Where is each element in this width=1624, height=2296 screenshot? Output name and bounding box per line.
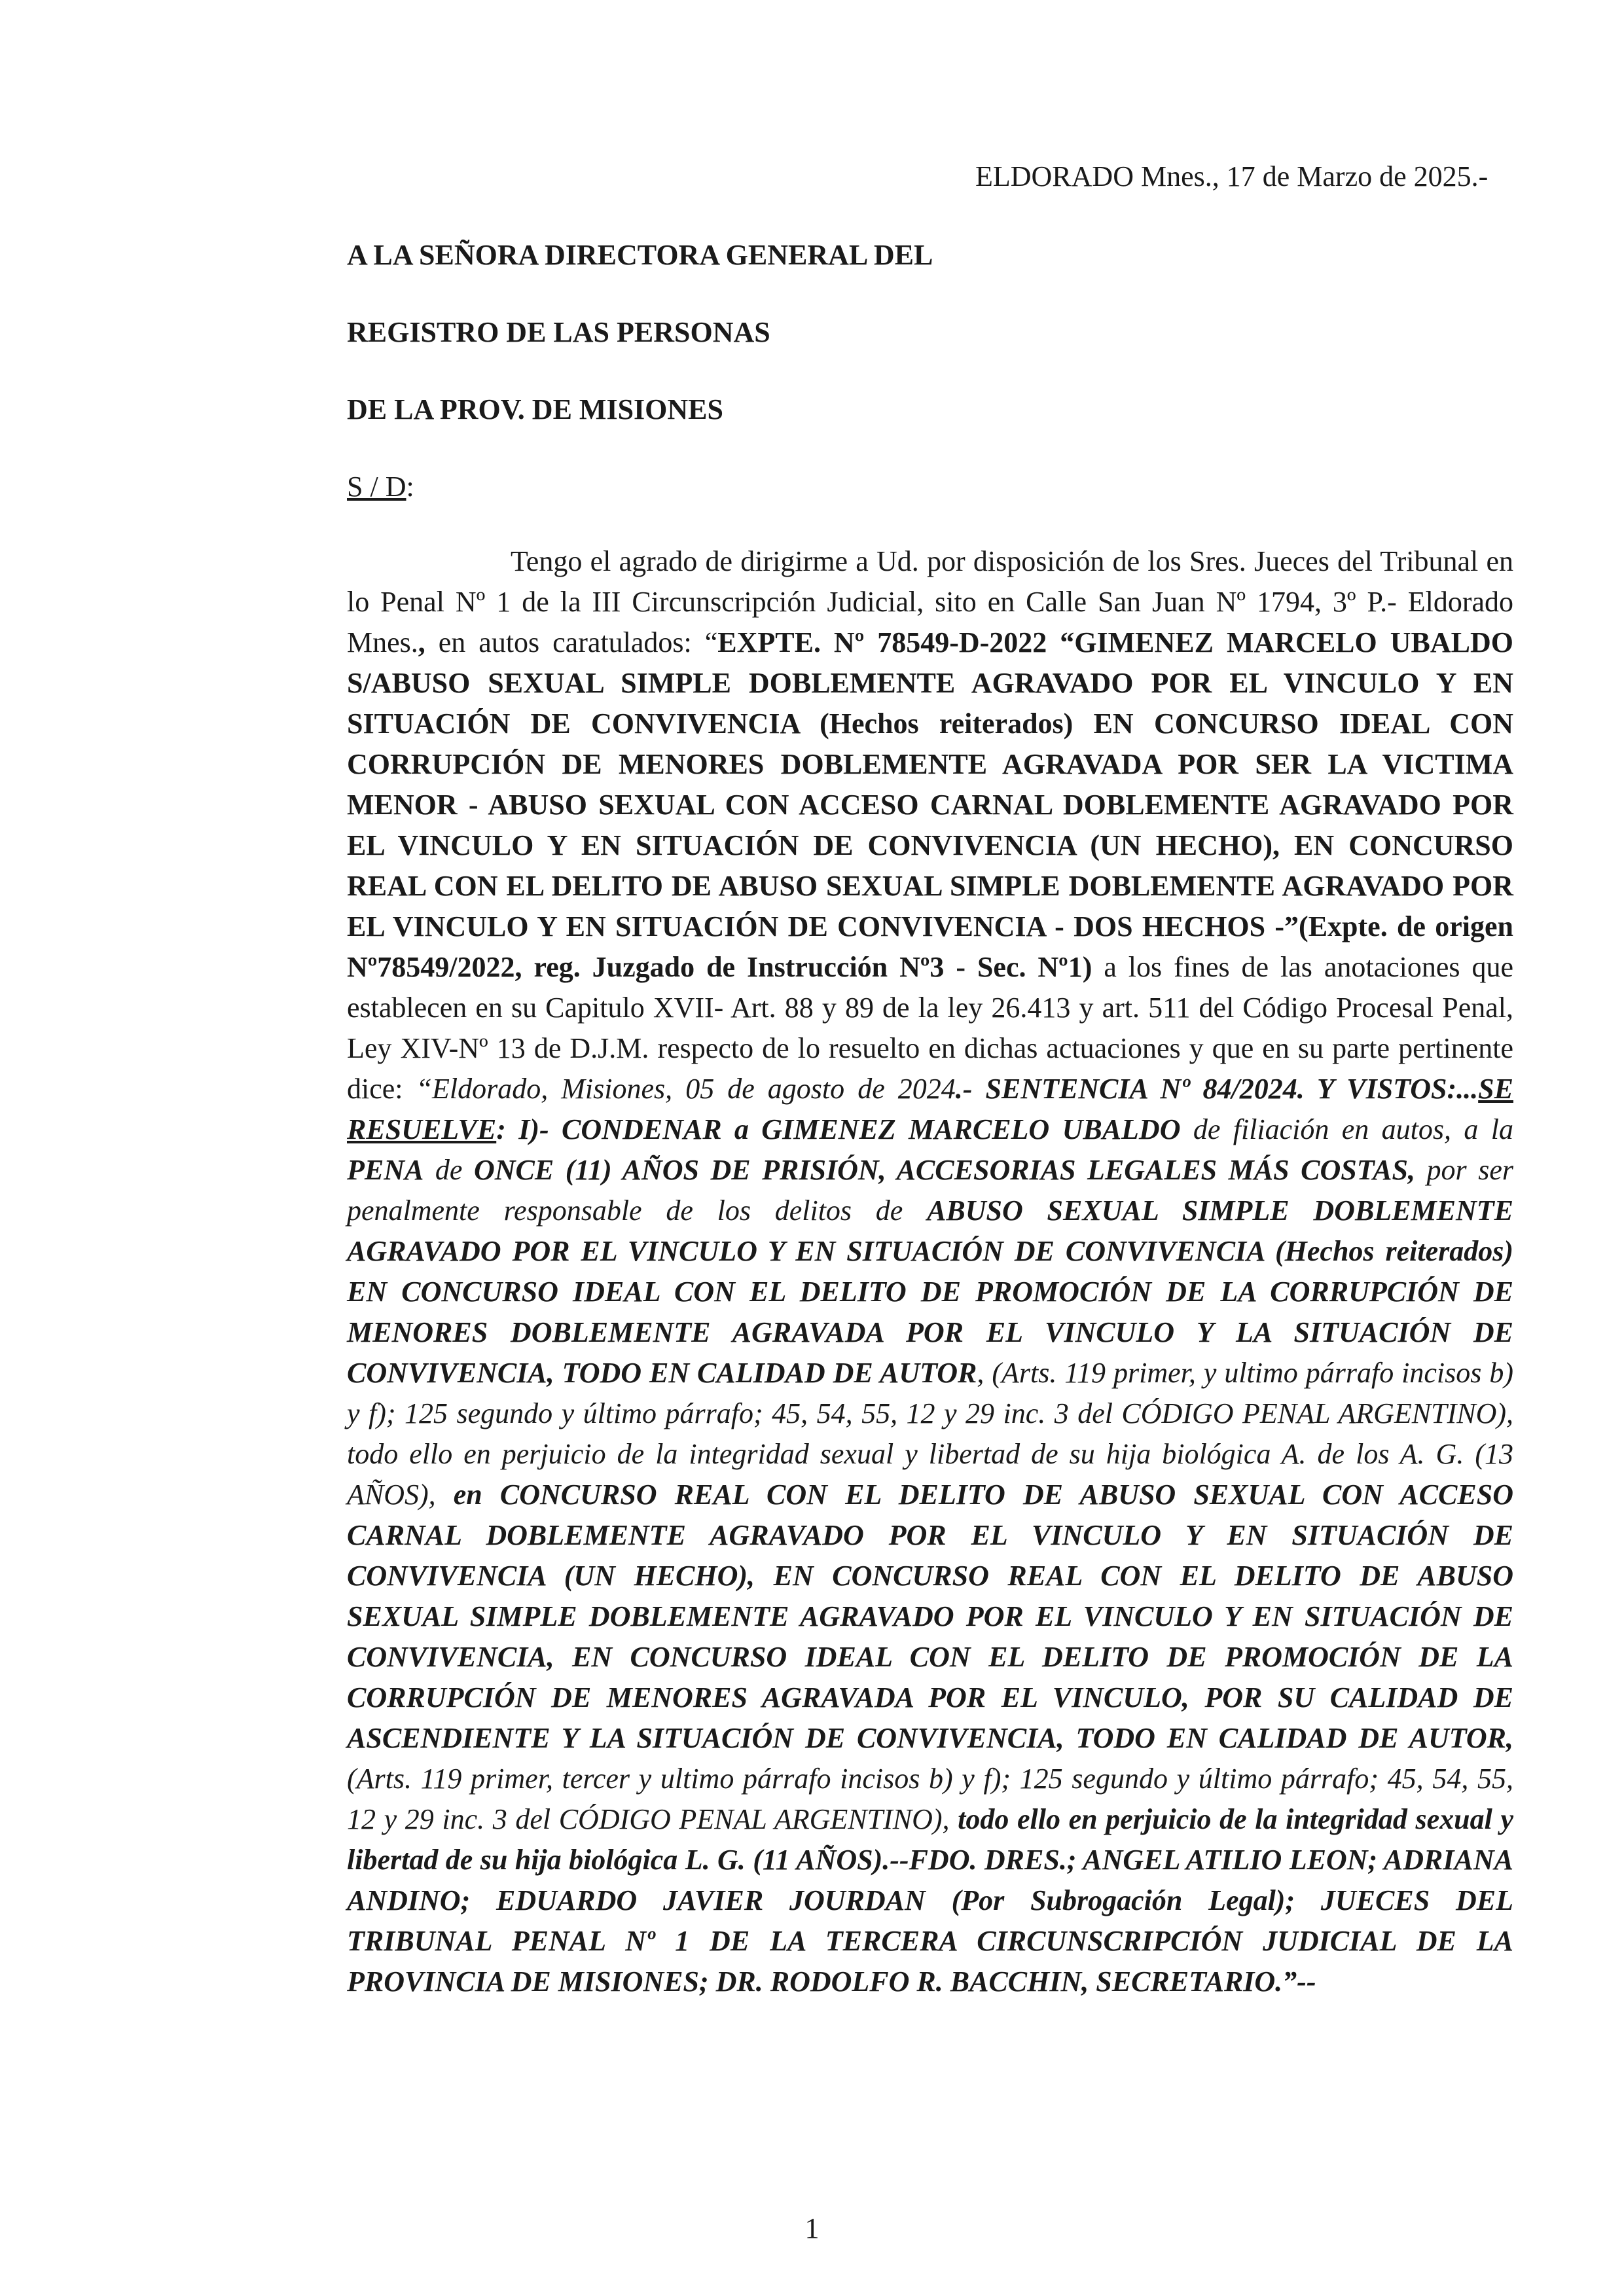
se-resuelve: SE RESUELVE: [347, 1073, 1513, 1145]
sentence-number: .- SENTENCIA Nº 84/2024. Y VISTOS:...: [955, 1073, 1479, 1105]
articulos-first: , (Arts. 119 primer, y ultimo párrafo incisos b) y f); 125 segundo y último párrafo; 45, 54, 55, 12 y 29 inc. 3 del CÓDIGO PENAL ARGENTINO), todo ello en perjuicio de la integridad sexual y libertad de su hija biológica A. de los A. G. (13 AÑOS),: [347, 1357, 1513, 1511]
addressee-line-3: DE LA PROV. DE MISIONES: [347, 393, 723, 425]
pena-duration: ONCE (11) AÑOS DE PRISIÓN, ACCESORIAS LEGALES MÁS COSTAS,: [474, 1154, 1415, 1186]
quote-place-date: “Eldorado, Misiones, 05 de agosto de 2024: [416, 1073, 956, 1105]
pena-de: de: [424, 1154, 474, 1186]
articulos-second: (Arts. 119 primer, tercer y ultimo párrafo incisos b) y f); 125 segundo y último párrafo; 45, 54, 55, 12 y 29 inc. 3 del CÓDIGO PENAL ARGENTINO),: [347, 1763, 1513, 1835]
page-number: 1: [804, 2212, 820, 2244]
salutation: [347, 467, 414, 507]
salutation-colon: :: [406, 471, 414, 503]
body-autos-label: en autos caratulados: “: [425, 626, 718, 658]
date-line: ELDORADO Mnes., 17 de Marzo de 2025.-: [975, 160, 1489, 192]
addressee-line-1: A LA SEÑORA DIRECTORA GENERAL DEL: [347, 239, 933, 271]
addressee-line-2: REGISTRO DE LAS PERSONAS: [347, 316, 770, 348]
letter-body: [347, 541, 1513, 2002]
case-caption: EXPTE. Nº 78549-D-2022 “GIMENEZ MARCELO UBALDO S/ABUSO SEXUAL SIMPLE DOBLEMENTE AGRAVADO POR EL VINCULO Y EN SITUACIÓN DE CONVIVENCIA (Hechos reiterados) EN CONCURSO IDEAL CON CORRUPCIÓN DE MENORES DOBLEMENTE AGRAVADA POR SER LA VICTIMA MENOR - ABUSO SEXUAL CON ACCESO CARNAL DOBLEMENTE AGRAVADO POR EL VINCULO Y EN SITUACIÓN DE CONVIVENCIA (UN HECHO), EN CONCURSO REAL CON EL DELITO DE ABUSO SEXUAL SIMPLE DOBLEMENTE AGRAVADO POR EL VINCULO Y EN SITUACIÓN DE CONVIVENCIA - DOS HECHOS -”(Expte. de origen Nº78549/2022, reg. Juzgado de Instrucción Nº3 - Sec. Nº1): [347, 626, 1513, 983]
responsable-text: por ser penalmente responsable de los delitos de: [347, 1154, 1513, 1227]
condena-heading: : I)- CONDENAR a GIMENEZ MARCELO UBALDO: [496, 1113, 1181, 1145]
salutation-label: S / D: [347, 471, 406, 503]
body-intro: Tengo el agrado de dirigirme a Ud. por disposición de los Sres. Jueces del Tribunal en lo Penal Nº 1 de la III Circunscripción Judicial, sito en Calle San Juan Nº 1794, 3º P.- Eldorado Mnes.: [347, 545, 1513, 658]
body-purpose: a los fines de las anotaciones que establecen en su Capitulo XVII- Art. 88 y 89 de la ley 26.413 y art. 511 del Código Procesal Penal, Ley XIV-Nº 13 de D.J.M. respecto de lo resuelto en dichas actuaciones y que en su parte pertinente dice:: [347, 951, 1514, 1105]
delitos-second: en CONCURSO REAL CON EL DELITO DE ABUSO SEXUAL CON ACCESO CARNAL DOBLEMENTE AGRAVADO POR EL VINCULO Y EN SITUACIÓN DE CONVIVENCIA (UN HECHO), EN CONCURSO REAL CON EL DELITO DE ABUSO SEXUAL SIMPLE DOBLEMENTE AGRAVADO POR EL VINCULO Y EN SITUACIÓN DE CONVIVENCIA, EN CONCURSO IDEAL CON EL DELITO DE PROMOCIÓN DE LA CORRUPCIÓN DE MENORES AGRAVADA POR EL VINCULO, POR SU CALIDAD DE ASCENDIENTE Y LA SITUACIÓN DE CONVIVENCIA, TODO EN CALIDAD DE AUTOR,: [347, 1479, 1514, 1754]
pena-label: PENA: [347, 1154, 424, 1186]
body-comma: ,: [418, 626, 425, 658]
perjuicio-firmas: todo ello en perjuicio de la integridad sexual y libertad de su hija biológica L. G. (11 AÑOS).--FDO. DRES.; ANGEL ATILIO LEON; ADRIANA ANDINO; EDUARDO JAVIER JOURDAN (Por Subrogación Legal); JUECES DEL TRIBUNAL PENAL Nº 1 DE LA TERCERA CIRCUNSCRIPCIÓN JUDICIAL DE LA PROVINCIA DE MISIONES; DR. RODOLFO R. BACCHIN, SECRETARIO.”--: [347, 1803, 1513, 1998]
condena-filiacion: de filiación en autos, a la: [1180, 1113, 1513, 1145]
delitos-first: ABUSO SEXUAL SIMPLE DOBLEMENTE AGRAVADO POR EL VINCULO Y EN SITUACIÓN DE CONVIVENCIA (Hechos reiterados) EN CONCURSO IDEAL CON EL DELITO DE PROMOCIÓN DE LA CORRUPCIÓN DE MENORES DOBLEMENTE AGRAVADA POR EL VINCULO Y LA SITUACIÓN DE CONVIVENCIA, TODO EN CALIDAD DE AUTOR: [347, 1194, 1513, 1389]
